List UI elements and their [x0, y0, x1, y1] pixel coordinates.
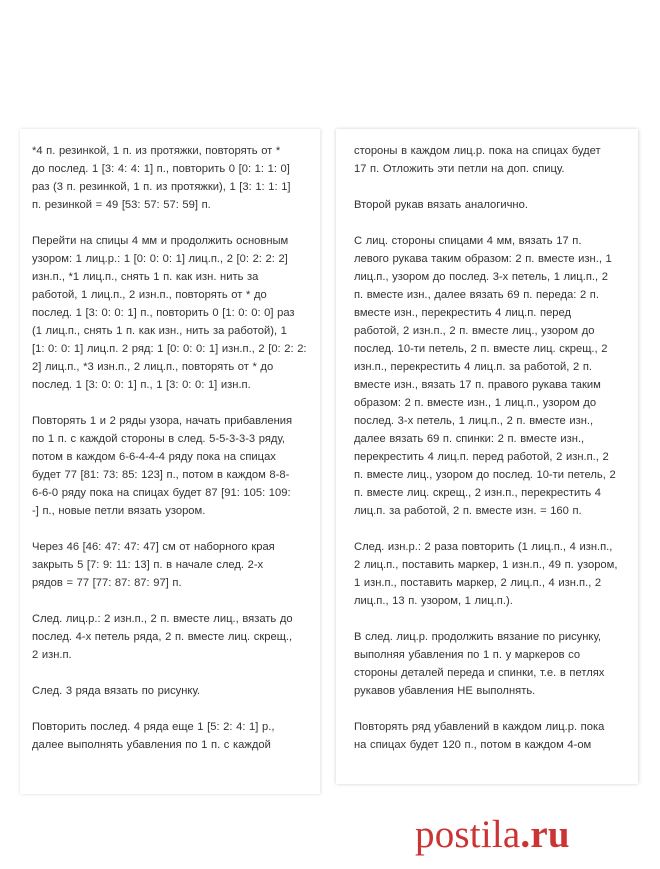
- paragraph: [32, 538, 312, 592]
- text-line: След. изн.р.: 2 раза повторить (1 лиц.п., 4 изн.п.,: [354, 541, 613, 553]
- text-line: раз (3 п. резинкой, 1 п. из протяжки), 1 [3: 1: 1: 1]: [32, 181, 291, 193]
- paragraph: [354, 628, 630, 700]
- text-line: далее выполнять убавления по 1 п. с каждой: [32, 739, 271, 751]
- text-line: Второй рукав вязать аналогично.: [354, 199, 528, 211]
- text-line: по 1 п. с каждой стороны в след. 5-5-3-3-3 ряду,: [32, 433, 286, 445]
- text-line: *4 п. резинкой, 1 п. из протяжки, повторять от *: [32, 145, 281, 157]
- text-line: до послед. 1 [3: 4: 4: 1] п., повторить 0 [0: 1: 1: 0]: [32, 163, 290, 175]
- text-line: потом в каждом 6-6-4-4-4 ряду пока на спицах: [32, 451, 276, 463]
- paragraph: [32, 718, 312, 754]
- text-line: узором: 1 лиц.р.: 1 [0: 0: 0: 1] лиц.п., 2 [0: 2: 2: 2]: [32, 253, 288, 265]
- text-line: 2 лиц.п., поставить маркер, 1 изн.п., 49 п. узором,: [354, 559, 618, 571]
- text-line: п. вместе изн., далее вязать 69 п. переда: 2 п.: [354, 289, 599, 301]
- paragraph: [32, 412, 312, 520]
- text-line: работой, 1 лиц.п., 2 изн.п., повторять от * до: [32, 289, 267, 301]
- paragraph: [32, 682, 312, 700]
- text-line: Повторить послед. 4 ряда еще 1 [5: 2: 4: 1] р.,: [32, 721, 275, 733]
- paragraph: [354, 196, 630, 214]
- text-line: п. вместе лиц., узором до послед. 10-ти петель, 2: [354, 469, 616, 481]
- text-line: послед. 3-х петель, 1 лиц.п., 2 п. вместе изн.,: [354, 415, 594, 427]
- text-line: 6-6-0 ряду пока на спицах будет 87 [91: 105: 109:: [32, 487, 291, 499]
- text-line: п. резинкой = 49 [53: 57: 57: 59] п.: [32, 199, 211, 211]
- text-line: 17 п. Отложить эти петли на доп. спицу.: [354, 163, 565, 175]
- text-line: В след. лиц.р. продолжить вязание по рисунку,: [354, 631, 602, 643]
- text-line: След. лиц.р.: 2 изн.п., 2 п. вместе лиц., вязать до: [32, 613, 293, 625]
- text-line: 1 изн.п., поставить маркер, 2 лиц.п., 4 изн.п., 2: [354, 577, 602, 589]
- text-line: работой, 2 изн.п., 2 п. вместе лиц., узором до: [354, 325, 595, 337]
- text-line: перекрестить 4 лиц.п. перед работой, 2 изн.п., 2: [354, 451, 609, 463]
- text-line: 2] лиц.п., *3 изн.п., 2 лиц.п., повторять от * до: [32, 361, 274, 373]
- text-line: стороны деталей переда и спинки, т.е. в петлях: [354, 667, 605, 679]
- paragraph: [32, 610, 312, 664]
- text-line: образом: 2 п. вместе изн., 1 лиц.п., узором до: [354, 397, 597, 409]
- paragraph: [354, 718, 630, 754]
- text-line: (1 лиц.п., снять 1 п. как изн., нить за работой), 1: [32, 325, 287, 337]
- text-line: рядов = 77 [77: 87: 87: 97] п.: [32, 577, 182, 589]
- paragraph: [32, 232, 312, 394]
- text-line: Через 46 [46: 47: 47: 47] см от наборного края: [32, 541, 275, 553]
- text-line: Повторять ряд убавлений в каждом лиц.р. пока: [354, 721, 605, 733]
- postila-watermark-logo: [415, 812, 570, 857]
- left-text-column: [20, 129, 320, 794]
- text-line: послед. 4-х петель ряда, 2 п. вместе лиц. скрещ.,: [32, 631, 293, 643]
- watermark-name: postila: [415, 813, 521, 856]
- text-line: стороны в каждом лиц.р. пока на спицах будет: [354, 145, 601, 157]
- text-line: на спицах будет 120 п., потом в каждом 4-ом: [354, 739, 592, 751]
- watermark-domain: .ru: [520, 813, 570, 856]
- text-line: Перейти на спицы 4 мм и продолжить основным: [32, 235, 289, 247]
- text-line: вместе изн., вязать 17 п. правого рукава таким: [354, 379, 601, 391]
- text-line: лиц.п. за работой, 2 п. вместе изн. = 160 п.: [354, 505, 582, 517]
- text-line: С лиц. стороны спицами 4 мм, вязать 17 п.: [354, 235, 582, 247]
- paragraph: [354, 232, 630, 520]
- text-line: выполняя убавления по 1 п. у маркеров со: [354, 649, 581, 661]
- text-line: 2 изн.п.: [32, 649, 72, 661]
- text-line: [1: 0: 0: 1] лиц.п. 2 ряд: 1 [0: 0: 0: 1] изн.п., 2 [0: 2: 2:: [32, 343, 307, 355]
- text-line: левого рукава таким образом: 2 п. вместе изн., 1: [354, 253, 612, 265]
- text-line: послед. 1 [3: 0: 0: 1] п., 1 [3: 0: 0: 1] изн.п.: [32, 379, 251, 391]
- paragraph: [354, 142, 630, 178]
- paragraph: [354, 538, 630, 610]
- text-line: п. вместе лиц. скрещ., 2 изн.п., перекрестить 4: [354, 487, 601, 499]
- paragraph: [32, 142, 312, 214]
- text-line: След. 3 ряда вязать по рисунку.: [32, 685, 201, 697]
- text-line: закрыть 5 [7: 9: 11: 13] п. в начале след. 2-х: [32, 559, 264, 571]
- text-line: -] п., новые петли вязать узором.: [32, 505, 206, 517]
- text-line: лиц.п., узором до послед. 3-х петель, 1 лиц.п., 2: [354, 271, 608, 283]
- text-line: Повторять 1 и 2 ряды узора, начать прибавления: [32, 415, 293, 427]
- text-line: вместе изн., перекрестить 4 лиц.п. перед: [354, 307, 572, 319]
- text-line: изн.п., *1 лиц.п., снять 1 п. как изн. нить за: [32, 271, 259, 283]
- text-line: рукавов убавления НЕ выполнять.: [354, 685, 536, 697]
- text-line: лиц.п., 13 п. узором, 1 лиц.п.).: [354, 595, 513, 607]
- text-line: послед. 1 [3: 0: 0: 1] п., повторить 0 [1: 0: 0: 0] раз: [32, 307, 295, 319]
- text-line: изн.п., перекрестить 4 лиц.п. за работой, 2 п.: [354, 361, 593, 373]
- text-line: послед. 10-ти петель, 2 п. вместе лиц. скрещ., 2: [354, 343, 608, 355]
- text-line: далее вязать 69 п. спинки: 2 п. вместе изн.,: [354, 433, 585, 445]
- right-text-column: [336, 129, 638, 784]
- text-line: будет 77 [81: 73: 85: 123] п., потом в каждом 8-8-: [32, 469, 290, 481]
